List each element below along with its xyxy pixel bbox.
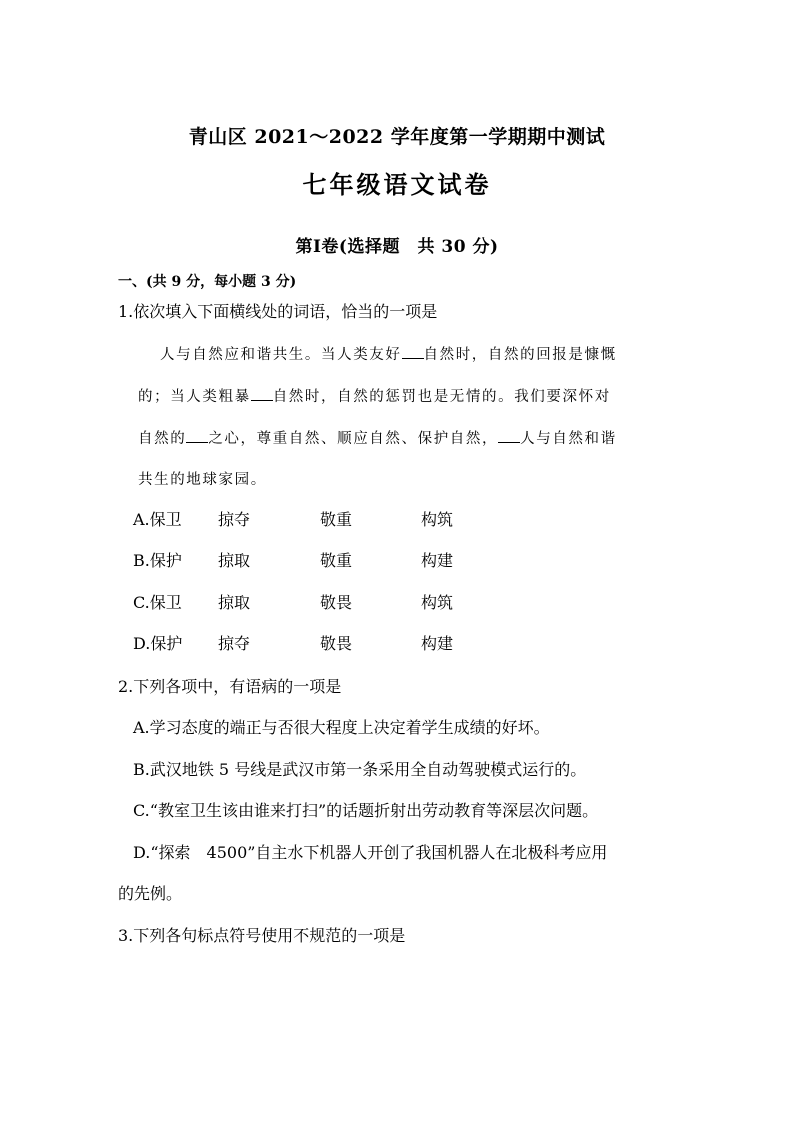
- option-word: 掠夺: [218, 510, 251, 529]
- option-word: 掠取: [218, 593, 251, 612]
- passage-text: 人与自然和谐: [520, 431, 617, 447]
- option-word: 构筑: [421, 593, 454, 612]
- option-word: 掠夺: [218, 634, 251, 653]
- option-label: D.保护: [133, 634, 183, 653]
- fill-blank: [498, 428, 520, 443]
- option-word: 敬重: [320, 551, 353, 570]
- passage-text: 自然时，自然的回报是慷慨: [423, 347, 617, 363]
- option-word: 构建: [421, 634, 454, 653]
- q1-passage-line-4: 共生的地球家园。: [138, 472, 267, 488]
- q2-option-b: B.武汉地铁 5 号线是武汉市第一条采用全自动驾驶模式运行的。: [133, 760, 587, 779]
- question-1-stem: 1.依次填入下面横线处的词语，恰当的一项是: [118, 302, 438, 321]
- q2-option-c: C.“教室卫生该由谁来打扫”的话题折射出劳动教育等深层次问题。: [133, 801, 599, 820]
- q1-option-a: [0, 510, 794, 530]
- passage-text: 自然的: [138, 431, 187, 447]
- passage-text: 自然时，自然的惩罚也是无情的。我们要深怀对: [272, 389, 611, 405]
- q1-option-c: [0, 593, 794, 613]
- option-word: 构建: [421, 551, 454, 570]
- fill-blank: [402, 344, 424, 359]
- exam-title: 青山区 2021～2022 学年度第一学期期中测试: [188, 126, 606, 148]
- q2-option-d-continued: 的先例。: [118, 884, 183, 903]
- q2-option-a: A.学习态度的端正与否很大程度上决定着学生成绩的好坏。: [133, 718, 550, 737]
- passage-text: 人与自然应和谐共生。当人类友好: [160, 347, 402, 363]
- option-label: C.保卫: [133, 593, 182, 612]
- option-word: 敬重: [320, 510, 353, 529]
- fill-blank: [251, 386, 273, 401]
- question-2-stem: 2.下列各项中，有语病的一项是: [118, 677, 342, 696]
- fill-blank: [186, 428, 208, 443]
- passage-text: 的；当人类粗暴: [138, 389, 251, 405]
- section-title: 第Ⅰ卷(选择题 共 30 分): [295, 237, 499, 257]
- option-word: 敬畏: [320, 593, 353, 612]
- question-3-stem: 3.下列各句标点符号使用不规范的一项是: [118, 926, 406, 945]
- option-label: B.保护: [133, 551, 182, 570]
- q1-passage-line-2: [138, 386, 611, 407]
- option-word: 敬畏: [320, 634, 353, 653]
- q1-passage-line-1: [160, 344, 617, 365]
- q2-option-d: D.“探索 4500”自主水下机器人开创了我国机器人在北极科考应用: [133, 843, 608, 862]
- part-heading: 一、(共 9 分，每小题 3 分): [118, 274, 297, 290]
- q1-passage-line-3: [138, 428, 617, 449]
- option-word: 构筑: [421, 510, 454, 529]
- q1-option-d: [0, 634, 794, 654]
- option-label: A.保卫: [133, 510, 182, 529]
- exam-subtitle: 七年级语文试卷: [302, 170, 492, 199]
- option-word: 掠取: [218, 551, 251, 570]
- q1-option-b: [0, 551, 794, 571]
- passage-text: 之心，尊重自然、顺应自然、保护自然，: [208, 431, 499, 447]
